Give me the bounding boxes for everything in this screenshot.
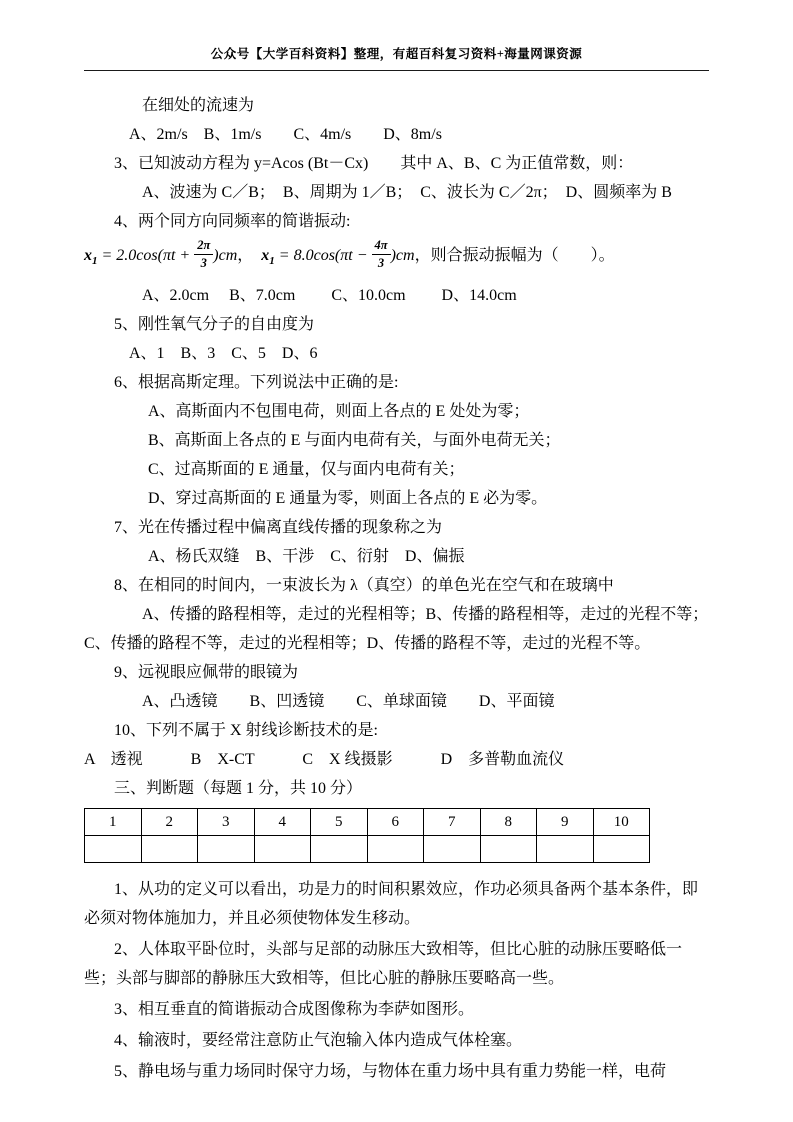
judgment-statement-2: 2、人体取平卧位时，头部与足部的动脉压大致相等，但比心脏的动脉压要略低一些；头部与脚部的静脉压大致相等，但比心脏的静脉压要略高一些。 <box>84 941 683 988</box>
q4-options: A、2.0cm B、7.0cm C、10.0cm D、14.0cm <box>142 287 517 305</box>
answer-cell[interactable] <box>254 836 311 863</box>
judgment-statement-3: 3、相互垂直的简谐振动合成图像称为李萨如图形。 <box>114 1001 475 1019</box>
answer-cell[interactable] <box>593 836 650 863</box>
q6-option-d: D、穿过高斯面的 E 通量为零，则面上各点的 E 必为零。 <box>148 490 548 508</box>
table-header-cell: 6 <box>367 809 424 836</box>
q6-stem: 6、根据高斯定理。下列说法中正确的是: <box>114 374 399 392</box>
q9-stem: 9、远视眼应佩带的眼镜为 <box>114 664 299 682</box>
q7-stem: 7、光在传播过程中偏离直线传播的现象称之为 <box>114 519 443 537</box>
table-header-row <box>85 809 650 836</box>
answer-cell[interactable] <box>480 836 537 863</box>
table-header-cell: 10 <box>593 809 650 836</box>
table-header-cell: 4 <box>254 809 311 836</box>
formula-separator: ， <box>237 247 262 264</box>
section-3-title: 三、判断题（每题 1 分，共 10 分） <box>114 780 363 798</box>
formula-close-1: )cm <box>213 247 238 264</box>
table-header-cell: 8 <box>480 809 537 836</box>
table-header-cell: 5 <box>311 809 368 836</box>
q5-options: A、1 B、3 C、5 D、6 <box>129 345 318 363</box>
q8-stem: 8、在相同的时间内，一束波长为 λ（真空）的单色光在空气和在玻璃中 <box>114 577 614 595</box>
fraction-2: $\frac{4\pi}{3}$ <box>372 238 391 270</box>
q3-options: A、波速为 C／B； B、周期为 1／B； C、波长为 C／2π； D、圆频率为 B <box>142 184 672 201</box>
judgment-statement-5: 5、静电场与重力场同时保守力场，与物体在重力场中具有重力势能一样，电荷 <box>114 1063 667 1081</box>
q9-options: A、凸透镜 B、凹透镜 C、单球面镜 D、平面镜 <box>142 693 555 711</box>
q2-options: A、2m/s B、1m/s C、4m/s D、8m/s <box>129 126 442 143</box>
answer-cell[interactable] <box>198 836 255 863</box>
answer-cell[interactable] <box>537 836 594 863</box>
judgment-statement-4: 4、输液时，要经常注意防止气泡输入体内造成气体栓塞。 <box>114 1032 523 1050</box>
formula-variable-1: $x_1$ <box>84 247 98 268</box>
judgment-answer-table <box>84 808 650 863</box>
formula-tail: ，则合振动振幅为（ ）。 <box>414 247 615 264</box>
table-header-cell: 9 <box>537 809 594 836</box>
answer-cell[interactable] <box>424 836 481 863</box>
q6-option-b: B、高斯面上各点的 E 与面内电荷有关，与面外电荷无关； <box>148 432 561 450</box>
q3-stem: 3、已知波动方程为 y=Acos (Bt－Cx) 其中 A、B、C 为正值常数，则： <box>114 155 634 172</box>
formula-expression-1: = 2.0cos(πt + <box>97 247 195 264</box>
table-header-cell: 3 <box>198 809 255 836</box>
q10-options: A 透视 B X-CT C X 线摄影 D 多普勒血流仪 <box>84 751 565 769</box>
fraction-1: $\frac{2\pi}{3}$ <box>194 238 213 270</box>
answer-cell[interactable] <box>85 836 142 863</box>
header-title: 公众号【大学百科资料】整理，有超百科复习资料+海量网课资源 <box>210 47 583 61</box>
answer-cell[interactable] <box>311 836 368 863</box>
answer-cell[interactable] <box>141 836 198 863</box>
q2-stem-continuation: 在细处的流速为 <box>142 97 255 114</box>
formula-close-2: )cm <box>390 247 415 264</box>
table-header-cell: 7 <box>424 809 481 836</box>
q8-options: A、传播的路程相等，走过的光程相等；B、传播的路程相等，走过的光程不等；C、传播的路程不等，走过的光程相等；D、传播的路程不等，走过的光程不等。 <box>84 606 709 653</box>
answer-cell[interactable] <box>367 836 424 863</box>
q6-option-a: A、高斯面内不包围电荷，则面上各点的 E 处处为零； <box>148 403 530 421</box>
q4-formula <box>84 236 709 281</box>
q5-stem: 5、刚性氧气分子的自由度为 <box>114 316 315 334</box>
table-header-cell: 1 <box>85 809 142 836</box>
formula-variable-2: $x_1$ <box>261 247 275 268</box>
table-header-cell: 2 <box>141 809 198 836</box>
page-header <box>84 44 709 71</box>
q6-option-c: C、过高斯面的 E 通量，仅与面内电荷有关； <box>148 461 465 479</box>
q10-stem: 10、下列不属于 X 射线诊断技术的是: <box>114 722 379 740</box>
q4-stem: 4、两个同方向同频率的简谐振动: <box>114 213 351 230</box>
document-body <box>84 91 709 1086</box>
judgment-statement-1: 1、从功的定义可以看出，功是力的时间积累效应，作功必须具备两个基本条件，即必须对物体施加力，并且必须使物体发生移动。 <box>84 881 699 928</box>
formula-expression-2: = 8.0cos(πt − <box>274 247 372 264</box>
table-answer-row <box>85 836 650 863</box>
q7-options: A、杨氏双缝 B、干涉 C、衍射 D、偏振 <box>148 548 465 566</box>
